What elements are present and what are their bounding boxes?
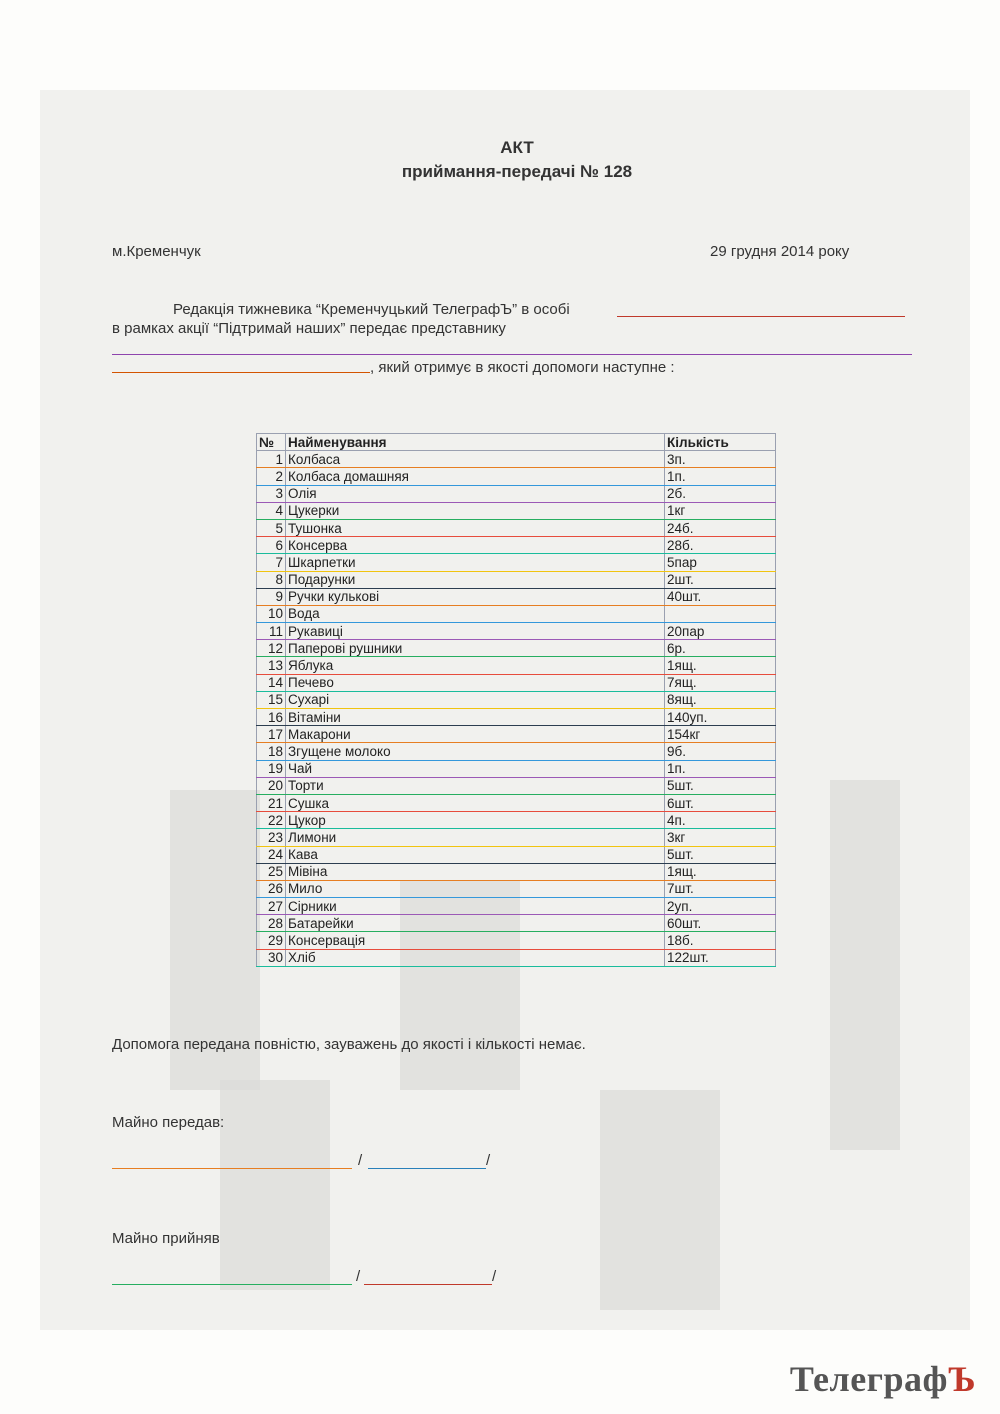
items-table — [256, 433, 776, 967]
row-name: Цукор — [286, 812, 665, 829]
row-quantity: 1кг — [665, 502, 776, 519]
row-number: 8 — [257, 571, 286, 588]
table-row — [257, 949, 776, 966]
table-row — [257, 588, 776, 605]
table-row — [257, 605, 776, 622]
row-number: 14 — [257, 674, 286, 691]
table-row — [257, 898, 776, 915]
table-row — [257, 451, 776, 468]
row-quantity: 9б. — [665, 743, 776, 760]
transferred-slash-end: / — [486, 1152, 491, 1169]
row-number: 29 — [257, 932, 286, 949]
table-row — [257, 657, 776, 674]
recipient-line-2 — [112, 372, 370, 373]
row-number: 6 — [257, 537, 286, 554]
row-name: Яблука — [286, 657, 665, 674]
row-number: 2 — [257, 468, 286, 485]
table-row — [257, 537, 776, 554]
row-number: 30 — [257, 949, 286, 966]
row-quantity: 2уп. — [665, 898, 776, 915]
row-quantity: 6р. — [665, 640, 776, 657]
transferred-signature-line — [112, 1168, 352, 1169]
transferred-label: Майно передав: — [112, 1114, 225, 1131]
table-row — [257, 863, 776, 880]
intro-line-3: , який отримує в якості допомоги наступне : — [370, 359, 675, 376]
row-number: 24 — [257, 846, 286, 863]
row-quantity — [665, 605, 776, 622]
row-name: Хліб — [286, 949, 665, 966]
received-signature-line — [112, 1284, 352, 1285]
received-name-line — [364, 1284, 492, 1285]
row-quantity: 1ящ. — [665, 863, 776, 880]
row-number: 3 — [257, 485, 286, 502]
table-row — [257, 623, 776, 640]
row-number: 7 — [257, 554, 286, 571]
intro-line-1: Редакція тижневика “Кременчуцький ТелеграфЪ” в особі — [173, 301, 570, 318]
statement: Допомога передана повністю, зауважень до якості і кількості немає. — [112, 1036, 586, 1053]
row-quantity: 5шт. — [665, 777, 776, 794]
transferred-slash: / — [358, 1152, 363, 1169]
city: м.Кременчук — [112, 243, 201, 260]
row-number: 12 — [257, 640, 286, 657]
row-name: Батарейки — [286, 915, 665, 932]
row-quantity: 122шт. — [665, 949, 776, 966]
table-row — [257, 519, 776, 536]
table-row — [257, 674, 776, 691]
row-name: Подарунки — [286, 571, 665, 588]
row-number: 21 — [257, 794, 286, 811]
document-title: АКТ — [500, 138, 534, 157]
row-quantity: 4п. — [665, 812, 776, 829]
row-number: 10 — [257, 605, 286, 622]
row-name: Шкарпетки — [286, 554, 665, 571]
row-name: Сірники — [286, 898, 665, 915]
table-row — [257, 760, 776, 777]
row-quantity: 7ящ. — [665, 674, 776, 691]
row-name: Сушка — [286, 794, 665, 811]
row-number: 22 — [257, 812, 286, 829]
table-row — [257, 554, 776, 571]
row-name: Макарони — [286, 726, 665, 743]
row-number: 4 — [257, 502, 286, 519]
row-quantity: 2б. — [665, 485, 776, 502]
row-number: 11 — [257, 623, 286, 640]
row-number: 9 — [257, 588, 286, 605]
table-header-row — [257, 434, 776, 451]
table-row — [257, 468, 776, 485]
row-name: Консерва — [286, 537, 665, 554]
header-name: Найменування — [286, 434, 665, 451]
row-quantity: 6шт. — [665, 794, 776, 811]
document-subtitle: приймання-передачі № 128 — [401, 162, 633, 181]
table-row — [257, 743, 776, 760]
row-quantity: 60шт. — [665, 915, 776, 932]
row-number: 28 — [257, 915, 286, 932]
row-name: Вода — [286, 605, 665, 622]
row-number: 1 — [257, 451, 286, 468]
row-number: 15 — [257, 691, 286, 708]
received-label: Майно прийняв — [112, 1230, 220, 1247]
row-number: 17 — [257, 726, 286, 743]
date: 29 грудня 2014 року — [710, 243, 850, 260]
row-name: Торти — [286, 777, 665, 794]
row-name: Тушонка — [286, 519, 665, 536]
row-name: Мило — [286, 880, 665, 897]
row-name: Лимони — [286, 829, 665, 846]
row-quantity: 24б. — [665, 519, 776, 536]
recipient-line — [112, 354, 912, 355]
row-quantity: 8ящ. — [665, 691, 776, 708]
row-name: Печево — [286, 674, 665, 691]
received-slash-end: / — [492, 1268, 497, 1285]
table-row — [257, 726, 776, 743]
row-name: Мівіна — [286, 863, 665, 880]
row-name: Кава — [286, 846, 665, 863]
row-quantity: 5шт. — [665, 846, 776, 863]
table-row — [257, 691, 776, 708]
row-quantity: 1п. — [665, 468, 776, 485]
transferred-name-line — [368, 1168, 486, 1169]
row-name: Консервація — [286, 932, 665, 949]
table-row — [257, 571, 776, 588]
row-number: 18 — [257, 743, 286, 760]
row-name: Згущене молоко — [286, 743, 665, 760]
row-number: 19 — [257, 760, 286, 777]
row-number: 26 — [257, 880, 286, 897]
row-name: Паперові рушники — [286, 640, 665, 657]
row-quantity: 3кг — [665, 829, 776, 846]
row-name: Рукавиці — [286, 623, 665, 640]
row-quantity: 7шт. — [665, 880, 776, 897]
header-number: № — [257, 434, 286, 451]
row-quantity: 3п. — [665, 451, 776, 468]
row-quantity: 154кг — [665, 726, 776, 743]
row-name: Вітаміни — [286, 709, 665, 726]
row-name: Колбаса — [286, 451, 665, 468]
row-number: 23 — [257, 829, 286, 846]
background-bleed-block — [220, 1080, 330, 1290]
row-quantity: 1ящ. — [665, 657, 776, 674]
row-quantity: 2шт. — [665, 571, 776, 588]
row-name: Колбаса домашняя — [286, 468, 665, 485]
row-number: 20 — [257, 777, 286, 794]
row-quantity: 40шт. — [665, 588, 776, 605]
row-number: 27 — [257, 898, 286, 915]
table-row — [257, 485, 776, 502]
row-quantity: 1п. — [665, 760, 776, 777]
row-number: 13 — [257, 657, 286, 674]
row-quantity: 28б. — [665, 537, 776, 554]
table-row — [257, 709, 776, 726]
received-slash: / — [356, 1268, 361, 1285]
row-number: 25 — [257, 863, 286, 880]
row-name: Цукерки — [286, 502, 665, 519]
table-row — [257, 794, 776, 811]
intro-line-2: в рамках акції “Підтримай наших” передає представнику — [112, 320, 506, 337]
row-number: 5 — [257, 519, 286, 536]
row-number: 16 — [257, 709, 286, 726]
telegraf-logo: ТелеграфЪ — [789, 1359, 976, 1399]
table-row — [257, 812, 776, 829]
row-name: Сухарі — [286, 691, 665, 708]
row-quantity: 20пар — [665, 623, 776, 640]
table-row — [257, 846, 776, 863]
row-quantity: 140уп. — [665, 709, 776, 726]
table-row — [257, 932, 776, 949]
table-row — [257, 502, 776, 519]
table-row — [257, 777, 776, 794]
row-name: Чай — [286, 760, 665, 777]
representative-line — [617, 316, 905, 317]
table-row — [257, 880, 776, 897]
table-row — [257, 640, 776, 657]
table-row — [257, 829, 776, 846]
header-quantity: Кількість — [665, 434, 776, 451]
row-quantity: 5пар — [665, 554, 776, 571]
background-bleed-block — [600, 1090, 720, 1310]
row-name: Ручки кулькові — [286, 588, 665, 605]
row-quantity: 18б. — [665, 932, 776, 949]
background-bleed-block — [830, 780, 900, 1150]
row-name: Олія — [286, 485, 665, 502]
table-row — [257, 915, 776, 932]
